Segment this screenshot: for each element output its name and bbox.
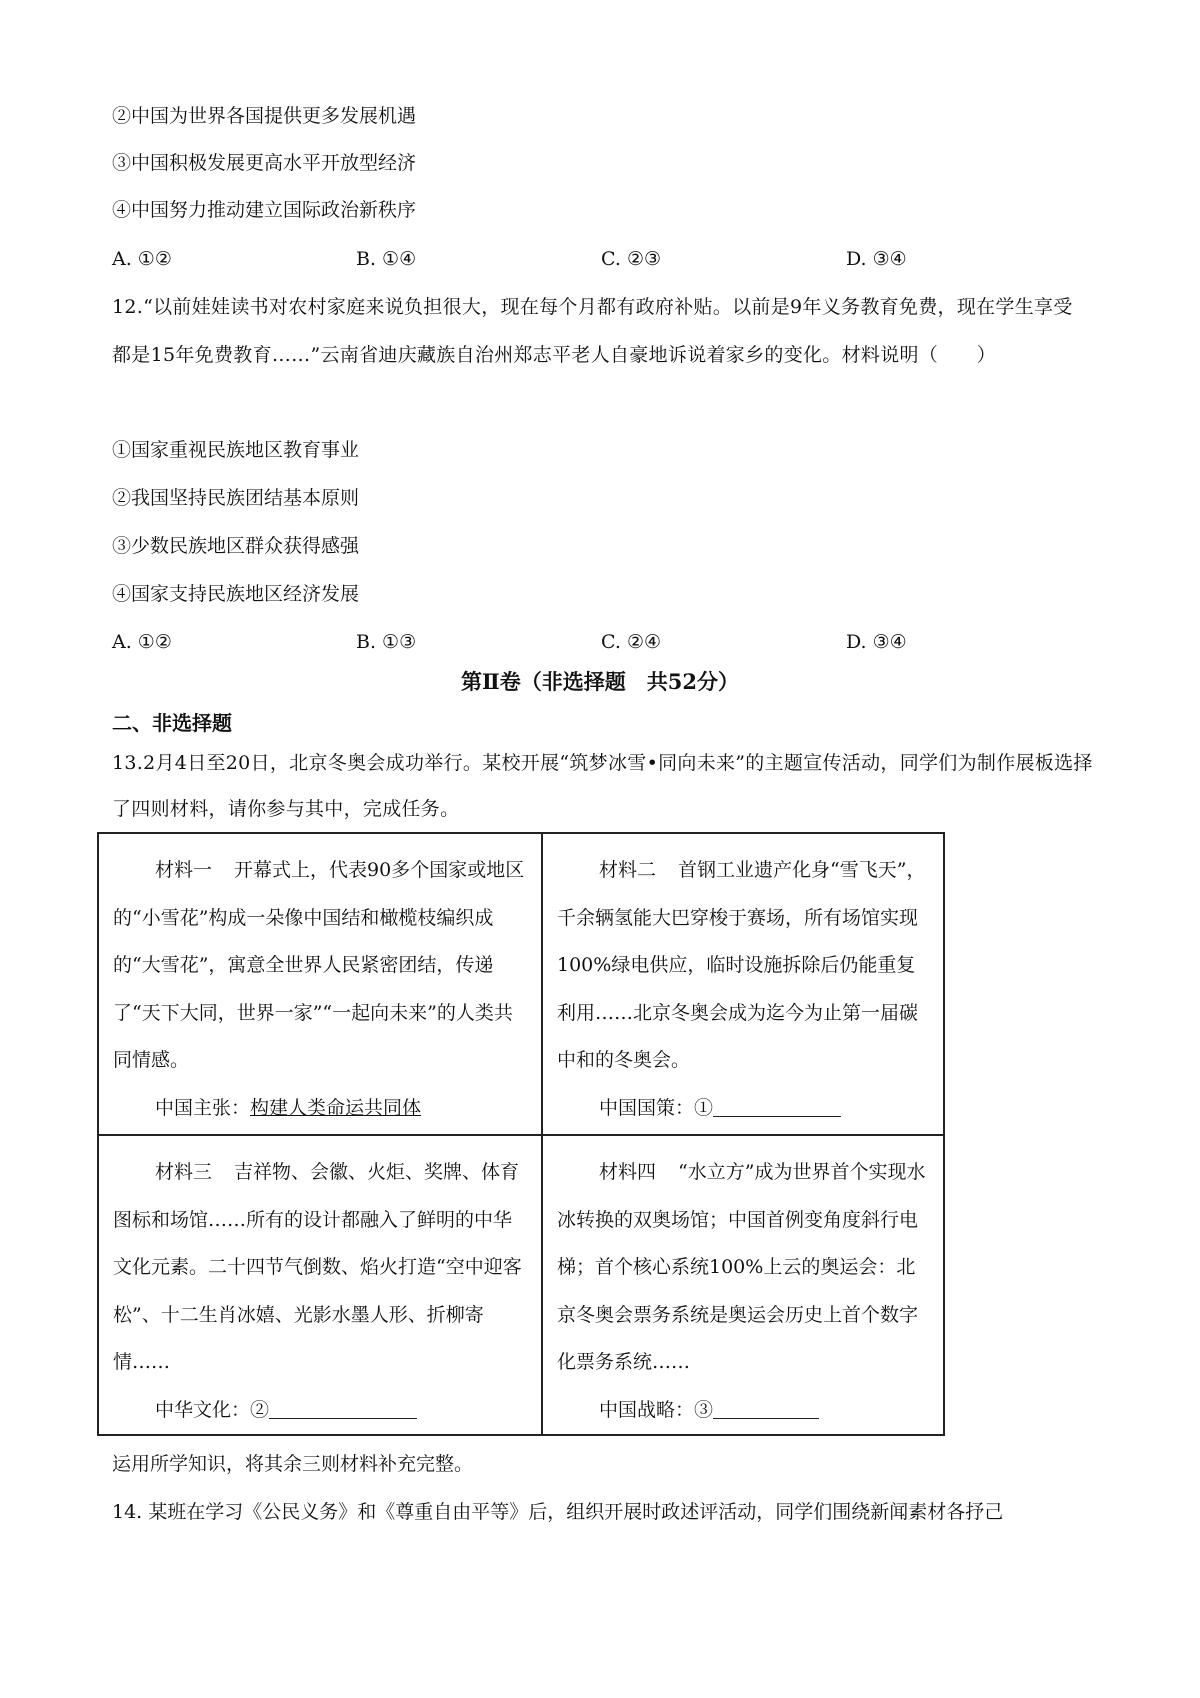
q12-option-a: A. ①② xyxy=(112,631,172,653)
material-4-answer-blank[interactable] xyxy=(713,1398,819,1419)
q12-option-b: B. ①③ xyxy=(356,631,417,653)
material-1-answer-line xyxy=(113,1085,527,1133)
material-2 xyxy=(543,834,943,1132)
q12-item-4: ④国家支持民族地区经济发展 xyxy=(112,583,360,605)
q11-option-d: D. ③④ xyxy=(846,248,907,270)
material-3-text: 吉祥物、会徽、火炬、奖牌、体育图标和场馆……所有的设计都融入了鲜明的中华文化元素。二十四节气倒数、焰火打造“空中迎客松”、十二生肖冰嬉、光影水墨人形、折柳寄情…… xyxy=(113,1161,522,1373)
material-4-text: “水立方”成为世界首个实现水冰转换的双奥场馆；中国首例变角度斜行电梯；首个核心系统100%上云的奥运会：北京冬奥会票务系统是奥运会历史上首个数字化票务系统…… xyxy=(557,1161,926,1373)
material-4-label: 材料四 xyxy=(599,1161,657,1183)
material-2-answer-line xyxy=(557,1085,929,1133)
material-1-body xyxy=(113,847,527,1085)
material-3-body xyxy=(113,1149,527,1387)
q11-option-b: B. ①④ xyxy=(356,248,417,270)
material-4-answer-number: ③ xyxy=(694,1398,714,1421)
q12-item-1: ①国家重视民族地区教育事业 xyxy=(112,439,360,461)
material-2-answer-label: 中国国策： xyxy=(599,1096,695,1119)
q11-item-3: ③中国积极发展更高水平开放型经济 xyxy=(112,152,417,174)
material-4 xyxy=(543,1136,943,1434)
material-3-answer-line xyxy=(113,1387,527,1435)
q13-stem: 13.2月4日至20日，北京冬奥会成功举行。某校开展“筑梦冰雪•同向未来”的主题宣传活动，同学们为制作展板选择了四则材料，请你参与其中，完成任务。 xyxy=(112,752,1093,820)
material-3-answer-label: 中华文化： xyxy=(155,1398,251,1421)
q11-option-a: A. ①② xyxy=(112,248,172,270)
material-1-text: 开幕式上，代表90多个国家或地区的“小雪花”构成一朵像中国结和橄榄枝编织成的“大雪花”，寓意全世界人民紧密团结，传递了“天下大同，世界一家”“一起向未来”的人类共同情感。 xyxy=(113,859,525,1071)
materials-table xyxy=(97,832,945,1436)
material-3-answer-blank[interactable] xyxy=(269,1398,417,1419)
section-title: 第Ⅱ卷（非选择题 共52分） xyxy=(461,669,739,694)
material-2-answer-number: ① xyxy=(694,1096,714,1119)
section-heading: 二、非选择题 xyxy=(112,711,232,735)
q12-option-d: D. ③④ xyxy=(846,631,907,653)
material-4-body xyxy=(557,1149,929,1387)
q11-option-c: C. ②③ xyxy=(601,248,662,270)
material-1-label: 材料一 xyxy=(155,859,213,881)
material-2-answer-blank[interactable] xyxy=(713,1096,841,1117)
q12-item-3: ③少数民族地区群众获得感强 xyxy=(112,535,360,557)
material-3 xyxy=(99,1136,541,1434)
q12-stem: 12.“以前娃娃读书对农村家庭来说负担很大，现在每个月都有政府补贴。以前是9年义务教育免费，现在学生享受 都是15年免费教育……”云南省迪庆藏族自治州郑志平老人自豪地诉说着家乡的变化。材料说明（ ） xyxy=(112,296,1092,366)
q11-item-2: ②中国为世界各国提供更多发展机遇 xyxy=(112,105,417,127)
material-2-label: 材料二 xyxy=(599,859,657,881)
q14-stem: 14. 某班在学习《公民义务》和《尊重自由平等》后，组织开展时政述评活动，同学们围绕新闻素材各抒己 xyxy=(112,1501,1004,1523)
material-2-text: 首钢工业遗产化身“雪飞天”，千余辆氢能大巴穿梭于赛场，所有场馆实现100%绿电供应，临时设施拆除后仍能重复利用……北京冬奥会成为迄今为止第一届碳中和的冬奥会。 xyxy=(557,859,926,1071)
material-4-answer-line xyxy=(557,1387,929,1435)
material-1 xyxy=(99,834,541,1132)
material-4-answer-label: 中国战略： xyxy=(599,1398,695,1421)
material-3-label: 材料三 xyxy=(155,1161,213,1183)
q12-item-2: ②我国坚持民族团结基本原则 xyxy=(112,487,360,509)
material-2-body xyxy=(557,847,929,1085)
material-1-answer: 构建人类命运共同体 xyxy=(250,1096,422,1119)
q13-task: 运用所学知识，将其余三则材料补充完整。 xyxy=(112,1453,474,1475)
material-1-answer-label: 中国主张： xyxy=(155,1096,251,1119)
material-3-answer-number: ② xyxy=(250,1398,270,1421)
q12-option-c: C. ②④ xyxy=(601,631,662,653)
q11-item-4: ④中国努力推动建立国际政治新秩序 xyxy=(112,199,417,221)
